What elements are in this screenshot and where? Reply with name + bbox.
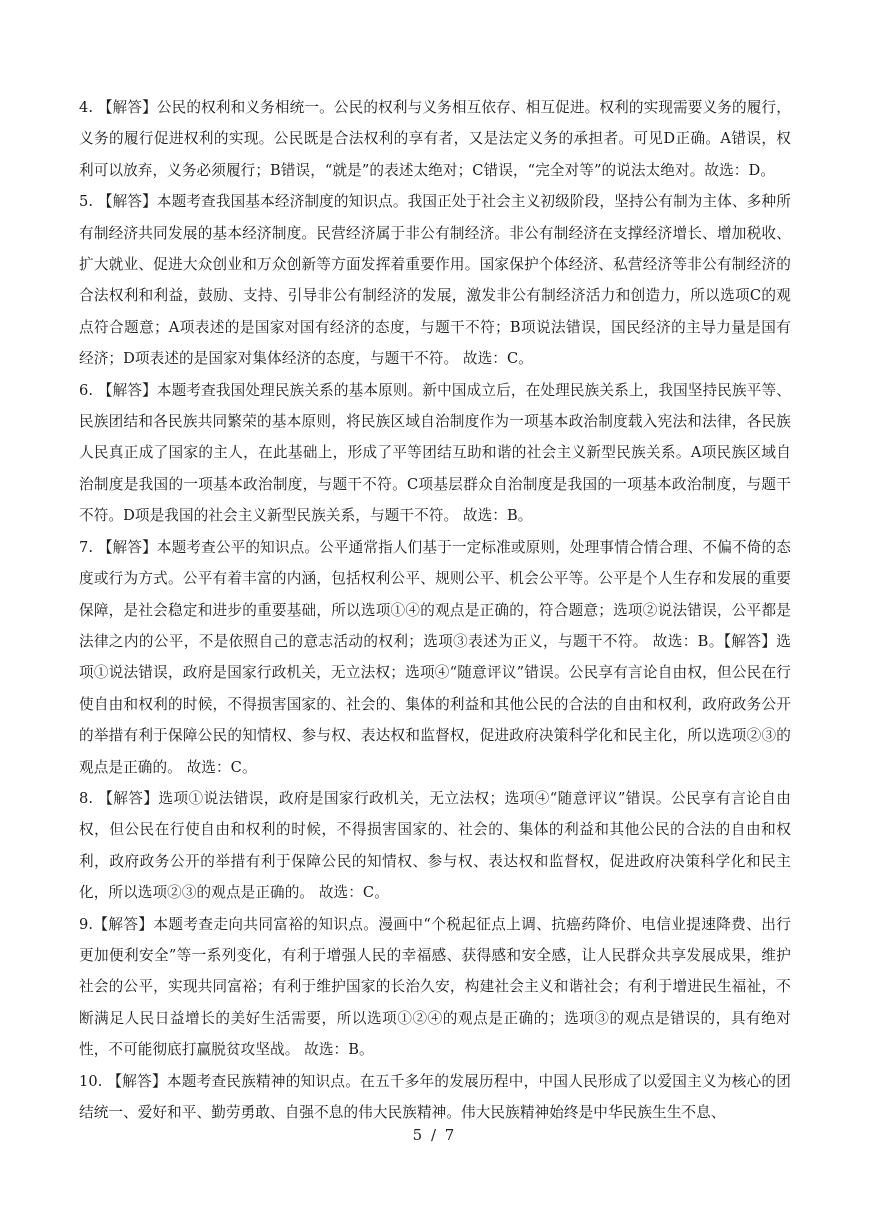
document-body	[79, 92, 791, 1128]
answer-paragraph-8: 8. 【解答】选项①说法错误，政府是国家行政机关，无立法权；选项④“随意评议”错误。公民享有言论自由权，但公民在行使自由和权利的时候，不得损害国家的、社会的、集体的利益和其他公民的合法的自由和权利，政府政务公开的举措有利于保障公民的知情权、参与权、表达权和监督权，促进政府决策科学化和民主化，所以选项②③的观点是正确的。 故选：C。	[79, 789, 791, 902]
answer-paragraph-6: 6. 【解答】本题考查我国处理民族关系的基本原则。新中国成立后，在处理民族关系上，我国坚持民族平等、民族团结和各民族共同繁荣的基本原则，将民族区域自治制度作为一项基本政治制度载入宪法和法律，各民族人民真正成了国家的主人，在此基础上，形成了平等团结互助和谐的社会主义新型民族关系。A项民族区域自治制度是我国的一项基本政治制度，与题干不符。C项基层群众自治制度是我国的一项基本政治制度，与题干不符。D项是我国的社会主义新型民族关系，与题干不符。 故选：B。	[79, 381, 791, 525]
page-number: 5 / 7	[412, 1126, 457, 1144]
answer-paragraph-4: 4. 【解答】公民的权利和义务相统一。公民的权利与义务相互依存、相互促进。权利的实现需要义务的履行，义务的履行促进权利的实现。公民既是合法权利的享有者，又是法定义务的承担者。可见D正确。A错误，权利可以放弃，义务必须履行；B错误，“就是”的表述太绝对；C错误，“完全对等”的说法太绝对。故选：D。	[79, 99, 791, 179]
answer-paragraph-5: 5. 【解答】本题考查我国基本经济制度的知识点。我国正处于社会主义初级阶段，坚持公有制为主体、多种所有制经济共同发展的基本经济制度。民营经济属于非公有制经济。非公有制经济在支撑经济增长、增加税收、扩大就业、促进大众创业和万众创新等方面发挥着重要作用。国家保护个体经济、私营经济等非公有制经济的合法权利和利益，鼓励、支持、引导非公有制经济的发展，激发非公有制经济活力和创造力，所以选项C的观点符合题意；A项表述的是国家对国有经济的态度，与题干不符；B项说法错误，国民经济的主导力量是国有经济；D项表述的是国家对集体经济的态度，与题干不符。 故选：C。	[79, 193, 791, 368]
answer-paragraph-10: 10. 【解答】本题考查民族精神的知识点。在五千多年的发展历程中，中国人民形成了以爱国主义为核心的团结统一、爱好和平、勤劳勇敢、自强不息的伟大民族精神。伟大民族精神始终是中华民族生生不息、	[79, 1072, 791, 1121]
answer-paragraph-7: 7. 【解答】本题考查公平的知识点。公平通常指人们基于一定标准或原则，处理事情合情合理、不偏不倚的态度或行为方式。公平有着丰富的内涵，包括权利公平、规则公平、机会公平等。公平是个人生存和发展的重要保障，是社会稳定和进步的重要基础，所以选项①④的观点是正确的，符合题意；选项②说法错误，公平都是法律之内的公平，不是依照自己的意志活动的权利；选项③表述为正义，与题干不符。 故选：B。【解答】选项①说法错误，政府是国家行政机关，无立法权；选项④“随意评议”错误。公民享有言论自由权，但公民在行使自由和权利的时候，不得损害国家的、社会的、集体的利益和其他公民的合法的自由和权利，政府政务公开的举措有利于保障公民的知情权、参与权、表达权和监督权，促进政府决策科学化和民主化，所以选项②③的观点是正确的。 故选：C。	[79, 538, 791, 776]
answer-paragraph-9: 9.【解答】本题考查走向共同富裕的知识点。漫画中“个税起征点上调、抗癌药降价、电信业提速降费、出行更加便利安全”等一系列变化，有利于增强人民的幸福感、获得感和安全感，让人民群众共享发展成果，维护社会的公平，实现共同富裕；有利于维护国家的长治久安，构建社会主义和谐社会；有利于增进民生福祉，不断满足人民日益增长的美好生活需要，所以选项①②④的观点是正确的；选项③的观点是错误的，具有绝对性，不可能彻底打赢脱贫攻坚战。 故选：B。	[79, 915, 791, 1059]
